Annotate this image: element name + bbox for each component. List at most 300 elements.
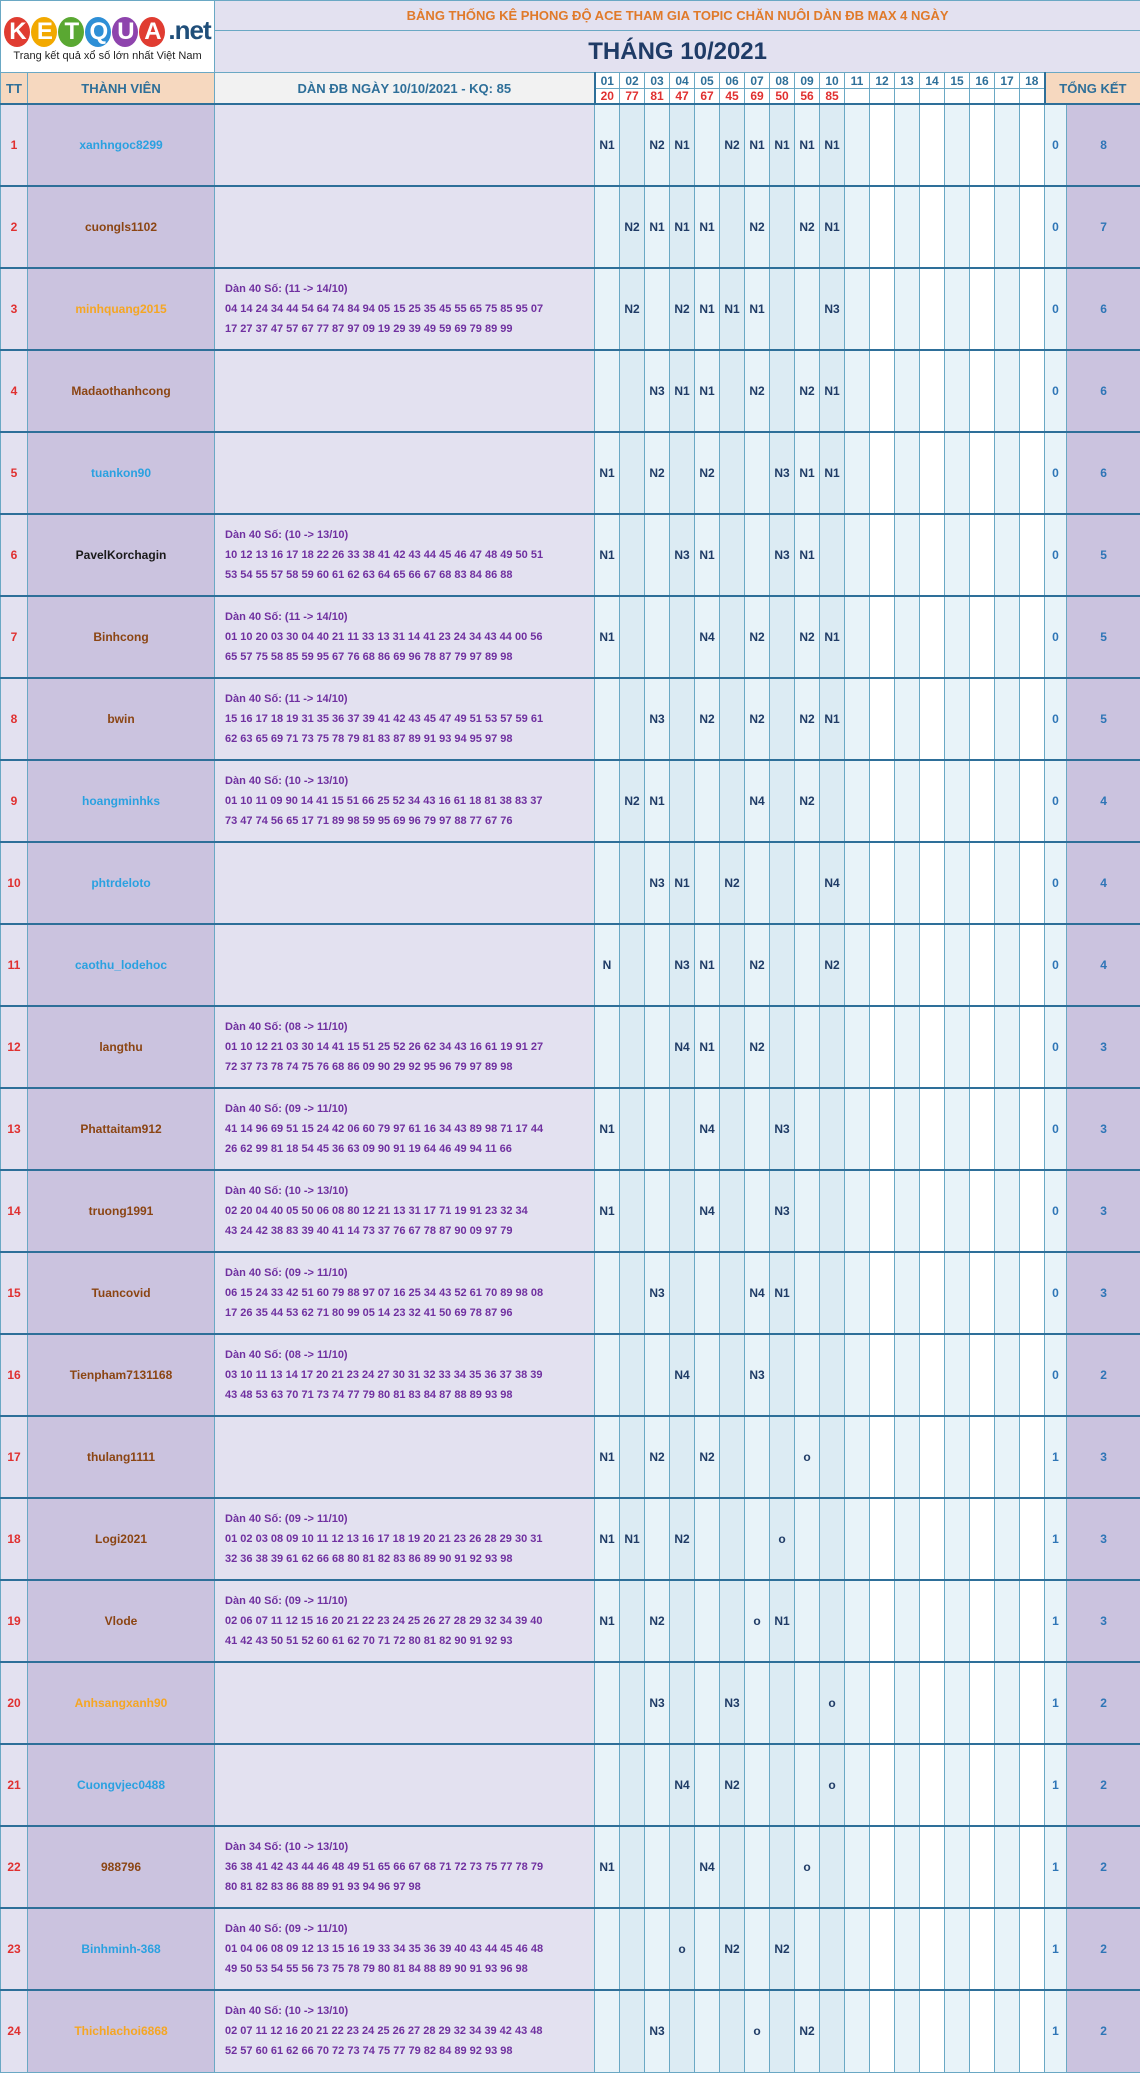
- day-mark: N2: [720, 1908, 745, 1990]
- day-mark: [945, 1334, 970, 1416]
- day-mark: [595, 1252, 620, 1334]
- total-misses: 0: [1045, 1334, 1067, 1416]
- day-mark: N1: [595, 1088, 620, 1170]
- day-header: 16: [970, 73, 995, 89]
- day-mark: [620, 1826, 645, 1908]
- member-name[interactable]: hoangminhks: [28, 760, 215, 842]
- day-mark: [920, 760, 945, 842]
- table-row: [1, 1006, 1140, 1088]
- day-mark: [770, 1990, 795, 2072]
- day-result: 69: [745, 89, 770, 105]
- day-mark: [595, 186, 620, 268]
- day-mark: [970, 514, 995, 596]
- day-mark: N1: [820, 350, 845, 432]
- day-mark: [745, 1088, 770, 1170]
- day-mark: N1: [695, 924, 720, 1006]
- day-mark: [820, 1908, 845, 1990]
- day-mark: [820, 1334, 845, 1416]
- day-mark: [870, 596, 895, 678]
- day-mark: [745, 1416, 770, 1498]
- day-mark: [595, 268, 620, 350]
- day-mark: [720, 1498, 745, 1580]
- member-name[interactable]: xanhngoc8299: [28, 104, 215, 186]
- day-mark: [895, 1580, 920, 1662]
- total-hits: 3: [1067, 1006, 1140, 1088]
- dan-numbers: [215, 1826, 595, 1908]
- day-mark: [620, 1252, 645, 1334]
- banner-row: [1, 1, 1140, 31]
- day-mark: N2: [720, 842, 745, 924]
- member-name[interactable]: Madaothanhcong: [28, 350, 215, 432]
- day-mark: N1: [595, 104, 620, 186]
- row-number: 21: [1, 1744, 28, 1826]
- day-mark: [645, 924, 670, 1006]
- day-mark: [970, 924, 995, 1006]
- day-mark: N4: [820, 842, 845, 924]
- day-mark: [870, 1826, 895, 1908]
- dan-numbers: [215, 1252, 595, 1334]
- total-misses: 0: [1045, 678, 1067, 760]
- day-mark: [795, 1744, 820, 1826]
- day-mark: o: [745, 1990, 770, 2072]
- total-hits: 2: [1067, 1744, 1140, 1826]
- row-number: 17: [1, 1416, 28, 1498]
- day-mark: N2: [820, 924, 845, 1006]
- dan-line: Dàn 40 Số: (09 -> 11/10): [225, 1595, 348, 1607]
- day-mark: [670, 678, 695, 760]
- dan-numbers: [215, 596, 595, 678]
- day-mark: [620, 1580, 645, 1662]
- day-mark: [620, 1170, 645, 1252]
- day-mark: N1: [795, 432, 820, 514]
- total-hits: 3: [1067, 1416, 1140, 1498]
- day-mark: o: [745, 1580, 770, 1662]
- header-member: THÀNH VIÊN: [28, 73, 215, 105]
- member-name[interactable]: tuankon90: [28, 432, 215, 514]
- day-mark: N2: [770, 1908, 795, 1990]
- day-mark: [770, 1826, 795, 1908]
- member-name[interactable]: Binhminh-368: [28, 1908, 215, 1990]
- day-mark: o: [670, 1908, 695, 1990]
- day-mark: [845, 1662, 870, 1744]
- day-mark: [1020, 186, 1045, 268]
- member-name[interactable]: bwin: [28, 678, 215, 760]
- dan-line: Dàn 40 Số: (09 -> 11/10): [225, 1923, 348, 1935]
- day-mark: [720, 1990, 745, 2072]
- member-name[interactable]: Anhsangxanh90: [28, 1662, 215, 1744]
- day-mark: [945, 432, 970, 514]
- day-mark: [820, 1416, 845, 1498]
- table-row: [1, 924, 1140, 1006]
- dan-numbers: [215, 1908, 595, 1990]
- day-mark: N1: [695, 186, 720, 268]
- day-mark: [1020, 514, 1045, 596]
- total-hits: 3: [1067, 1170, 1140, 1252]
- day-mark: N4: [695, 1826, 720, 1908]
- day-mark: [845, 1170, 870, 1252]
- day-mark: [670, 1990, 695, 2072]
- day-result: 85: [820, 89, 845, 105]
- member-name[interactable]: PavelKorchagin: [28, 514, 215, 596]
- day-mark: [820, 1826, 845, 1908]
- day-mark: N2: [745, 678, 770, 760]
- dan-numbers: [215, 842, 595, 924]
- table-row: [1, 104, 1140, 186]
- day-mark: [770, 1662, 795, 1744]
- day-mark: N2: [745, 1006, 770, 1088]
- day-mark: [620, 432, 645, 514]
- day-mark: [995, 1744, 1020, 1826]
- day-mark: N2: [620, 186, 645, 268]
- dan-line: Dàn 40 Số: (10 -> 13/10): [225, 775, 349, 787]
- row-number: 10: [1, 842, 28, 924]
- day-mark: N1: [695, 1006, 720, 1088]
- row-number: 11: [1, 924, 28, 1006]
- day-result: 20: [595, 89, 620, 105]
- day-mark: [870, 1662, 895, 1744]
- day-header: 01: [595, 73, 620, 89]
- day-mark: [945, 1170, 970, 1252]
- day-mark: N1: [695, 514, 720, 596]
- day-mark: [695, 760, 720, 842]
- day-mark: N1: [745, 268, 770, 350]
- day-mark: [970, 1744, 995, 1826]
- logo[interactable]: [1, 1, 215, 73]
- dan-line: 06 15 24 33 42 51 60 79 88 97 07 16 25 34 43 52 61 70 89 98 08: [225, 1287, 544, 1299]
- day-mark: [670, 432, 695, 514]
- day-mark: N2: [745, 924, 770, 1006]
- day-mark: N1: [745, 104, 770, 186]
- day-mark: N1: [820, 678, 845, 760]
- dan-line: 02 20 04 40 05 50 06 08 80 12 21 13 31 17 71 19 91 23 32 34: [225, 1205, 528, 1217]
- day-mark: [845, 432, 870, 514]
- day-mark: [945, 1826, 970, 1908]
- day-mark: [995, 350, 1020, 432]
- day-mark: [870, 842, 895, 924]
- total-misses: 1: [1045, 1826, 1067, 1908]
- day-mark: [720, 924, 745, 1006]
- day-mark: [920, 1334, 945, 1416]
- dan-line: 17 26 35 44 53 62 71 80 99 05 14 23 32 41 50 69 78 87 96: [225, 1307, 513, 1319]
- day-mark: [770, 1006, 795, 1088]
- day-mark: [845, 1006, 870, 1088]
- day-mark: N2: [670, 268, 695, 350]
- day-mark: [845, 842, 870, 924]
- day-mark: [595, 1908, 620, 1990]
- day-mark: [770, 1744, 795, 1826]
- day-mark: N1: [595, 1498, 620, 1580]
- day-mark: [720, 350, 745, 432]
- day-mark: [945, 1990, 970, 2072]
- total-hits: 6: [1067, 350, 1140, 432]
- member-name[interactable]: thulang1111: [28, 1416, 215, 1498]
- total-hits: 8: [1067, 104, 1140, 186]
- member-name[interactable]: cuongls1102: [28, 186, 215, 268]
- day-mark: [620, 842, 645, 924]
- day-mark: [720, 432, 745, 514]
- day-mark: [670, 596, 695, 678]
- table-row: [1, 1498, 1140, 1580]
- day-mark: [595, 1744, 620, 1826]
- total-hits: 4: [1067, 842, 1140, 924]
- day-header: 14: [920, 73, 945, 89]
- logo-letter: U: [112, 17, 138, 47]
- table-row: [1, 596, 1140, 678]
- row-number: 4: [1, 350, 28, 432]
- dan-line: 26 62 99 81 18 54 45 36 63 09 90 91 19 64 46 49 94 11 66: [225, 1143, 512, 1155]
- row-number: 15: [1, 1252, 28, 1334]
- day-mark: [1020, 1744, 1045, 1826]
- dan-line: 03 10 11 13 14 17 20 21 23 24 27 30 31 32 33 34 35 36 37 38 39: [225, 1369, 543, 1381]
- member-name[interactable]: Vlode: [28, 1580, 215, 1662]
- day-mark: [920, 1990, 945, 2072]
- day-mark: [1020, 1498, 1045, 1580]
- day-mark: [920, 1662, 945, 1744]
- day-mark: [970, 760, 995, 842]
- dan-line: 72 37 73 78 74 75 76 68 86 09 90 29 92 95 96 79 97 89 98: [225, 1061, 513, 1073]
- day-mark: [945, 760, 970, 842]
- row-number: 2: [1, 186, 28, 268]
- dan-numbers: [215, 760, 595, 842]
- row-number: 5: [1, 432, 28, 514]
- day-mark: N2: [670, 1498, 695, 1580]
- day-mark: [745, 514, 770, 596]
- day-mark: [995, 268, 1020, 350]
- day-mark: [920, 678, 945, 760]
- day-mark: [1020, 1334, 1045, 1416]
- day-mark: [870, 924, 895, 1006]
- total-hits: 2: [1067, 1662, 1140, 1744]
- day-mark: [695, 1334, 720, 1416]
- dan-line: 15 16 17 18 19 31 35 36 37 39 41 42 43 45 47 49 51 53 57 59 61: [225, 713, 544, 725]
- day-mark: N4: [695, 596, 720, 678]
- day-mark: [845, 596, 870, 678]
- dan-line: Dàn 40 Số: (10 -> 13/10): [225, 2005, 349, 2018]
- row-number: 22: [1, 1826, 28, 1908]
- day-mark: [920, 1580, 945, 1662]
- day-mark: [920, 104, 945, 186]
- day-mark: [820, 1170, 845, 1252]
- dan-line: 01 02 03 08 09 10 11 12 13 16 17 18 19 20 21 23 26 28 29 30 31: [225, 1533, 543, 1545]
- day-mark: [870, 1990, 895, 2072]
- day-mark: [895, 1170, 920, 1252]
- dan-numbers: [215, 1990, 595, 2072]
- day-mark: [895, 1744, 920, 1826]
- day-mark: N2: [695, 432, 720, 514]
- day-mark: [945, 678, 970, 760]
- day-mark: [770, 678, 795, 760]
- day-mark: [1020, 1826, 1045, 1908]
- day-mark: [695, 1908, 720, 1990]
- day-result: 45: [720, 89, 745, 105]
- total-misses: 0: [1045, 514, 1067, 596]
- day-mark: [995, 1498, 1020, 1580]
- row-number: 9: [1, 760, 28, 842]
- day-mark: [870, 186, 895, 268]
- day-mark: [970, 104, 995, 186]
- banner-title: BẢNG THỐNG KÊ PHONG ĐỘ ACE THAM GIA TOPIC CHĂN NUÔI DÀN ĐB MAX 4 NGÀY: [215, 1, 1140, 31]
- day-mark: [620, 678, 645, 760]
- dan-line: 01 10 11 09 90 14 41 15 51 66 25 52 34 43 16 61 18 81 38 83 37: [225, 795, 543, 807]
- day-mark: [820, 1990, 845, 2072]
- total-hits: 3: [1067, 1498, 1140, 1580]
- day-mark: N1: [795, 514, 820, 596]
- logo-suffix: .net: [168, 14, 211, 45]
- day-result: 81: [645, 89, 670, 105]
- day-mark: [920, 1908, 945, 1990]
- dan-line: Dàn 40 Số: (09 -> 11/10): [225, 1513, 348, 1525]
- day-mark: [795, 1580, 820, 1662]
- day-mark: [895, 1498, 920, 1580]
- day-mark: N1: [595, 432, 620, 514]
- day-mark: [770, 1416, 795, 1498]
- logo-letter: A: [139, 17, 165, 47]
- day-mark: [895, 1334, 920, 1416]
- day-mark: N2: [720, 1744, 745, 1826]
- day-mark: N4: [745, 760, 770, 842]
- dan-line: 73 47 74 56 65 17 71 89 98 59 95 69 96 79 97 88 77 67 76: [225, 815, 513, 827]
- day-result: 56: [795, 89, 820, 105]
- day-mark: [620, 104, 645, 186]
- day-mark: N1: [820, 432, 845, 514]
- day-mark: N3: [645, 1990, 670, 2072]
- day-mark: [895, 1908, 920, 1990]
- total-hits: 5: [1067, 514, 1140, 596]
- day-mark: [695, 1744, 720, 1826]
- member-name[interactable]: minhquang2015: [28, 268, 215, 350]
- day-mark: N1: [595, 1416, 620, 1498]
- day-mark: [745, 1170, 770, 1252]
- day-mark: N1: [820, 104, 845, 186]
- dan-numbers: [215, 924, 595, 1006]
- day-mark: [595, 1334, 620, 1416]
- day-mark: [670, 1088, 695, 1170]
- total-hits: 3: [1067, 1252, 1140, 1334]
- day-mark: N3: [770, 1088, 795, 1170]
- day-mark: [1020, 104, 1045, 186]
- day-mark: [795, 1170, 820, 1252]
- row-number: 24: [1, 1990, 28, 2072]
- day-mark: [720, 1252, 745, 1334]
- table-row: [1, 1908, 1140, 1990]
- day-mark: N1: [795, 104, 820, 186]
- day-mark: [895, 596, 920, 678]
- day-result: [945, 89, 970, 105]
- row-number: 18: [1, 1498, 28, 1580]
- day-mark: o: [820, 1662, 845, 1744]
- day-mark: [920, 1170, 945, 1252]
- day-mark: N1: [620, 1498, 645, 1580]
- day-mark: N4: [695, 1088, 720, 1170]
- member-name[interactable]: 988796: [28, 1826, 215, 1908]
- day-mark: [620, 350, 645, 432]
- total-misses: 0: [1045, 842, 1067, 924]
- day-mark: [820, 1006, 845, 1088]
- member-name[interactable]: Tuancovid: [28, 1252, 215, 1334]
- member-name[interactable]: Logi2021: [28, 1498, 215, 1580]
- member-name[interactable]: Binhcong: [28, 596, 215, 678]
- day-mark: N4: [670, 1006, 695, 1088]
- member-name[interactable]: Phattaitam912: [28, 1088, 215, 1170]
- day-mark: [670, 1416, 695, 1498]
- day-mark: [995, 1088, 1020, 1170]
- day-mark: [995, 596, 1020, 678]
- day-mark: N2: [645, 1416, 670, 1498]
- day-mark: [970, 1006, 995, 1088]
- day-mark: [595, 350, 620, 432]
- dan-line: 01 10 20 03 30 04 40 21 11 33 13 31 14 41 23 24 34 43 44 00 56: [225, 631, 543, 643]
- dan-numbers: [215, 1006, 595, 1088]
- day-mark: [945, 1908, 970, 1990]
- day-mark: [1020, 1170, 1045, 1252]
- day-mark: [720, 1006, 745, 1088]
- day-mark: [970, 1662, 995, 1744]
- day-mark: [645, 1908, 670, 1990]
- day-mark: N4: [670, 1744, 695, 1826]
- day-mark: [945, 1662, 970, 1744]
- day-mark: [995, 1252, 1020, 1334]
- member-name[interactable]: caothu_lodehoc: [28, 924, 215, 1006]
- dan-line: 10 12 13 16 17 18 22 26 33 38 41 42 43 44 45 46 47 48 49 50 51: [225, 549, 544, 561]
- row-number: 16: [1, 1334, 28, 1416]
- day-mark: N2: [645, 432, 670, 514]
- day-mark: N1: [645, 760, 670, 842]
- total-misses: 0: [1045, 1252, 1067, 1334]
- day-mark: N1: [595, 514, 620, 596]
- day-result: 50: [770, 89, 795, 105]
- table-row: [1, 1416, 1140, 1498]
- total-misses: 0: [1045, 432, 1067, 514]
- day-mark: [1020, 1990, 1045, 2072]
- day-mark: [895, 1662, 920, 1744]
- dan-numbers: [215, 678, 595, 760]
- day-mark: [970, 1334, 995, 1416]
- day-mark: N1: [645, 186, 670, 268]
- total-misses: 1: [1045, 1498, 1067, 1580]
- total-misses: 0: [1045, 1088, 1067, 1170]
- header-dan: DÀN ĐB NGÀY 10/10/2021 - KQ: 85: [215, 73, 595, 105]
- day-mark: [820, 1580, 845, 1662]
- day-mark: [970, 350, 995, 432]
- member-name[interactable]: Cuongvjec0488: [28, 1744, 215, 1826]
- day-mark: [995, 432, 1020, 514]
- day-header: 18: [1020, 73, 1045, 89]
- day-mark: N3: [645, 350, 670, 432]
- day-mark: [870, 1908, 895, 1990]
- member-name[interactable]: truong1991: [28, 1170, 215, 1252]
- dan-numbers: [215, 432, 595, 514]
- day-mark: [770, 760, 795, 842]
- member-name[interactable]: langthu: [28, 1006, 215, 1088]
- day-mark: [795, 1498, 820, 1580]
- day-mark: [795, 1662, 820, 1744]
- day-mark: [695, 1580, 720, 1662]
- day-mark: [920, 1088, 945, 1170]
- day-mark: [845, 1990, 870, 2072]
- day-mark: [645, 1088, 670, 1170]
- member-name[interactable]: Thichlachoi6868: [28, 1990, 215, 2072]
- table-row: [1, 760, 1140, 842]
- day-mark: N1: [670, 104, 695, 186]
- dan-line: Dàn 34 Số: (10 -> 13/10): [225, 1841, 349, 1853]
- day-mark: [970, 432, 995, 514]
- member-name[interactable]: phtrdeloto: [28, 842, 215, 924]
- total-misses: 1: [1045, 1908, 1067, 1990]
- member-name[interactable]: Tienpham7131168: [28, 1334, 215, 1416]
- day-mark: [695, 1498, 720, 1580]
- day-mark: [970, 678, 995, 760]
- day-mark: [645, 514, 670, 596]
